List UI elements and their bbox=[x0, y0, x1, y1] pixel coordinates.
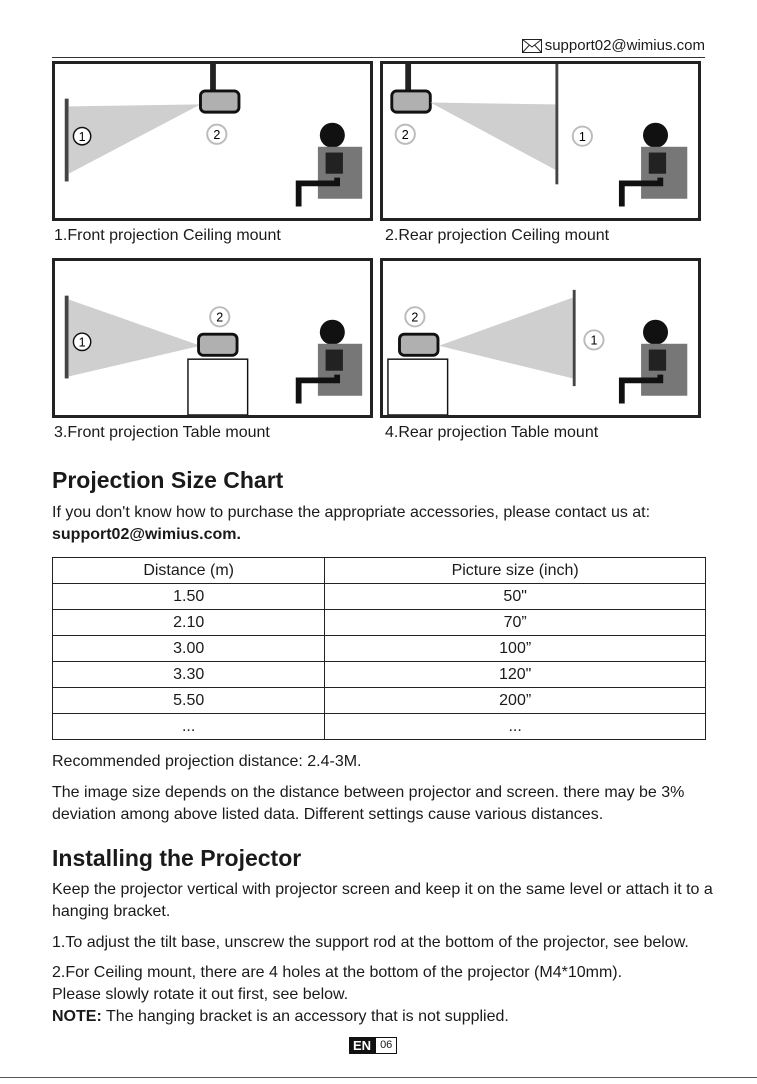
diagram-front-table bbox=[52, 258, 373, 418]
installing-paragraph-3 bbox=[52, 962, 712, 1028]
installing-paragraph-3b: Please slowly rotate it out first, see below. bbox=[52, 986, 349, 1003]
table-cell: 50" bbox=[325, 584, 706, 610]
diagram-marker-screen: 1 bbox=[78, 335, 86, 350]
table-row bbox=[53, 636, 706, 662]
note-text: The hanging bracket is an accessory that is not supplied. bbox=[101, 1008, 509, 1025]
diagram-caption: 2.Rear projection Ceiling mount bbox=[385, 227, 610, 244]
table-header-cell: Distance (m) bbox=[53, 558, 325, 584]
envelope-icon bbox=[522, 39, 542, 53]
installing-heading: Installing the Projector bbox=[52, 845, 302, 871]
table-cell: 3.30 bbox=[53, 662, 325, 688]
diagram-marker-projector: 2 bbox=[213, 128, 221, 143]
table-cell: 200” bbox=[325, 688, 706, 714]
table-header-cell: Picture size (inch) bbox=[325, 558, 706, 584]
language-badge: EN bbox=[349, 1037, 375, 1054]
diagram-caption: 4.Rear projection Table mount bbox=[385, 424, 599, 441]
table-cell: 120" bbox=[325, 662, 706, 688]
table-cell: 2.10 bbox=[53, 610, 325, 636]
note-label: NOTE: bbox=[52, 1008, 102, 1025]
recommended-distance: Recommended projection distance: 2.4-3M. bbox=[52, 753, 362, 770]
header-email-text: support02@wimius.com bbox=[544, 37, 705, 54]
table-row bbox=[53, 714, 706, 740]
size-chart-table bbox=[52, 557, 706, 740]
diagram-marker-screen: 1 bbox=[78, 130, 86, 144]
diagram-rear-ceiling bbox=[380, 61, 701, 221]
installing-paragraph-2: 1.To adjust the tilt base, unscrew the support rod at the bottom of the projector, see below. bbox=[52, 934, 689, 951]
diagram-caption: 1.Front projection Ceiling mount bbox=[54, 227, 281, 244]
table-header-row bbox=[53, 558, 706, 584]
diagram-marker-projector: 2 bbox=[411, 310, 419, 325]
diagram-marker-projector: 2 bbox=[216, 310, 224, 325]
table-cell: 3.00 bbox=[53, 636, 325, 662]
page-number bbox=[349, 1037, 397, 1054]
installing-paragraph-1: Keep the projector vertical with projector screen and keep it on the same level or attach it to a hanging bracket. bbox=[52, 881, 713, 920]
table-row bbox=[53, 610, 706, 636]
diagram-rear-table bbox=[380, 258, 701, 418]
size-chart-heading: Projection Size Chart bbox=[52, 467, 284, 493]
page-number-text: 06 bbox=[375, 1037, 397, 1054]
table-cell: 5.50 bbox=[53, 688, 325, 714]
header-email bbox=[522, 37, 705, 54]
table-row bbox=[53, 662, 706, 688]
table-cell: ... bbox=[325, 714, 706, 740]
diagram-marker-projector: 2 bbox=[401, 128, 409, 143]
table-cell: ... bbox=[53, 714, 325, 740]
diagram-marker-screen: 1 bbox=[578, 130, 586, 144]
table-row bbox=[53, 688, 706, 714]
size-chart-intro-text: If you don't know how to purchase the appropriate accessories, please contact us at: bbox=[52, 504, 651, 521]
table-cell: 70” bbox=[325, 610, 706, 636]
footer-rule bbox=[0, 1077, 757, 1078]
installing-paragraph-3a: 2.For Ceiling mount, there are 4 holes at the bottom of the projector (M4*10mm). bbox=[52, 964, 623, 981]
size-chart-note: The image size depends on the distance between projector and screen. there may be 3% deviation among above listed data. Different settings cause various distances. bbox=[52, 784, 685, 823]
diagram-front-ceiling bbox=[52, 61, 373, 221]
diagram-marker-screen: 1 bbox=[590, 333, 598, 348]
table-cell: 1.50 bbox=[53, 584, 325, 610]
diagram-caption: 3.Front projection Table mount bbox=[54, 424, 270, 441]
header-rule bbox=[52, 57, 705, 58]
contact-email: support02@wimius.com. bbox=[52, 526, 241, 543]
table-cell: 100” bbox=[325, 636, 706, 662]
table-row bbox=[53, 584, 706, 610]
size-chart-intro bbox=[52, 502, 712, 546]
